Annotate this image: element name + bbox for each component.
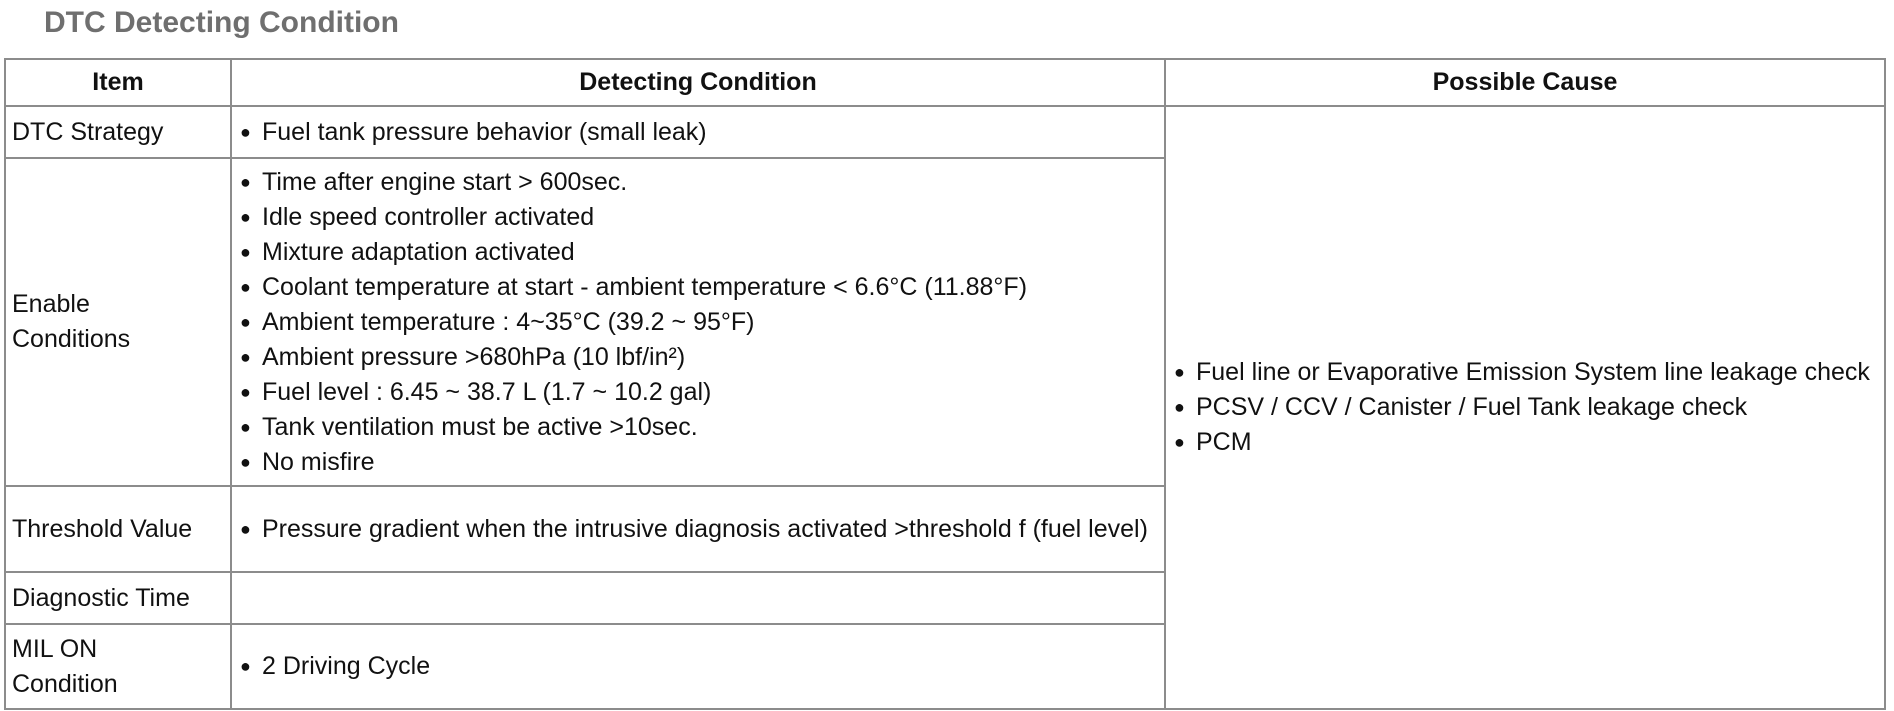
condition-bullet: ● Ambient temperature : 4~35°C (39.2 ~ 95°F) <box>238 305 1158 340</box>
condition-bullet: ● Mixture adaptation activated <box>238 235 1158 270</box>
dtc-condition-table <box>4 58 1886 710</box>
table-row-dtc-strategy <box>5 106 1885 158</box>
condition-dtc-strategy <box>231 106 1165 158</box>
condition-bullet: ● No misfire <box>238 445 1158 480</box>
condition-enable-conditions <box>231 158 1165 486</box>
condition-bullet: ● Fuel level : 6.45 ~ 38.7 L (1.7 ~ 10.2 gal) <box>238 375 1158 410</box>
item-label-line: Condition <box>12 669 118 698</box>
cause-bullet: ● PCM <box>1172 425 1878 460</box>
condition-bullet: ● Coolant temperature at start - ambient temperature < 6.6°C (11.88°F) <box>238 270 1158 305</box>
item-dtc-strategy: DTC Strategy <box>5 106 231 158</box>
item-diagnostic-time: Diagnostic Time <box>5 572 231 624</box>
item-mil-on-condition <box>5 624 231 709</box>
cause-bullet: ● PCSV / CCV / Canister / Fuel Tank leakage check <box>1172 390 1878 425</box>
header-item: Item <box>5 59 231 106</box>
item-label-line: Enable <box>12 290 90 318</box>
condition-diagnostic-time <box>231 572 1165 624</box>
header-possible-cause: Possible Cause <box>1165 59 1885 106</box>
condition-bullet: ● Ambient pressure >680hPa (10 lbf/in²) <box>238 340 1158 375</box>
item-enable-conditions <box>5 158 231 486</box>
condition-bullet: ● Time after engine start > 600sec. <box>238 165 1158 200</box>
cause-bullet: ● Fuel line or Evaporative Emission System line leakage check <box>1172 355 1878 390</box>
condition-bullet: ● Tank ventilation must be active >10sec. <box>238 410 1158 445</box>
condition-mil-on-condition <box>231 624 1165 709</box>
condition-bullet: ● 2 Driving Cycle <box>238 649 1158 684</box>
item-label-line: Conditions <box>12 325 131 353</box>
item-label-line: MIL ON <box>12 634 98 663</box>
condition-threshold-value <box>231 486 1165 572</box>
condition-bullet: ● Fuel tank pressure behavior (small leak) <box>238 115 1158 150</box>
condition-bullet: ● Pressure gradient when the intrusive diagnosis activated >threshold f (fuel level) <box>238 512 1158 547</box>
header-detecting-condition: Detecting Condition <box>231 59 1165 106</box>
page-title: DTC Detecting Condition <box>44 6 399 39</box>
condition-bullet: ● Idle speed controller activated <box>238 200 1158 235</box>
item-threshold-value: Threshold Value <box>5 486 231 572</box>
table-header-row <box>5 59 1885 106</box>
possible-cause-cell <box>1165 106 1885 709</box>
